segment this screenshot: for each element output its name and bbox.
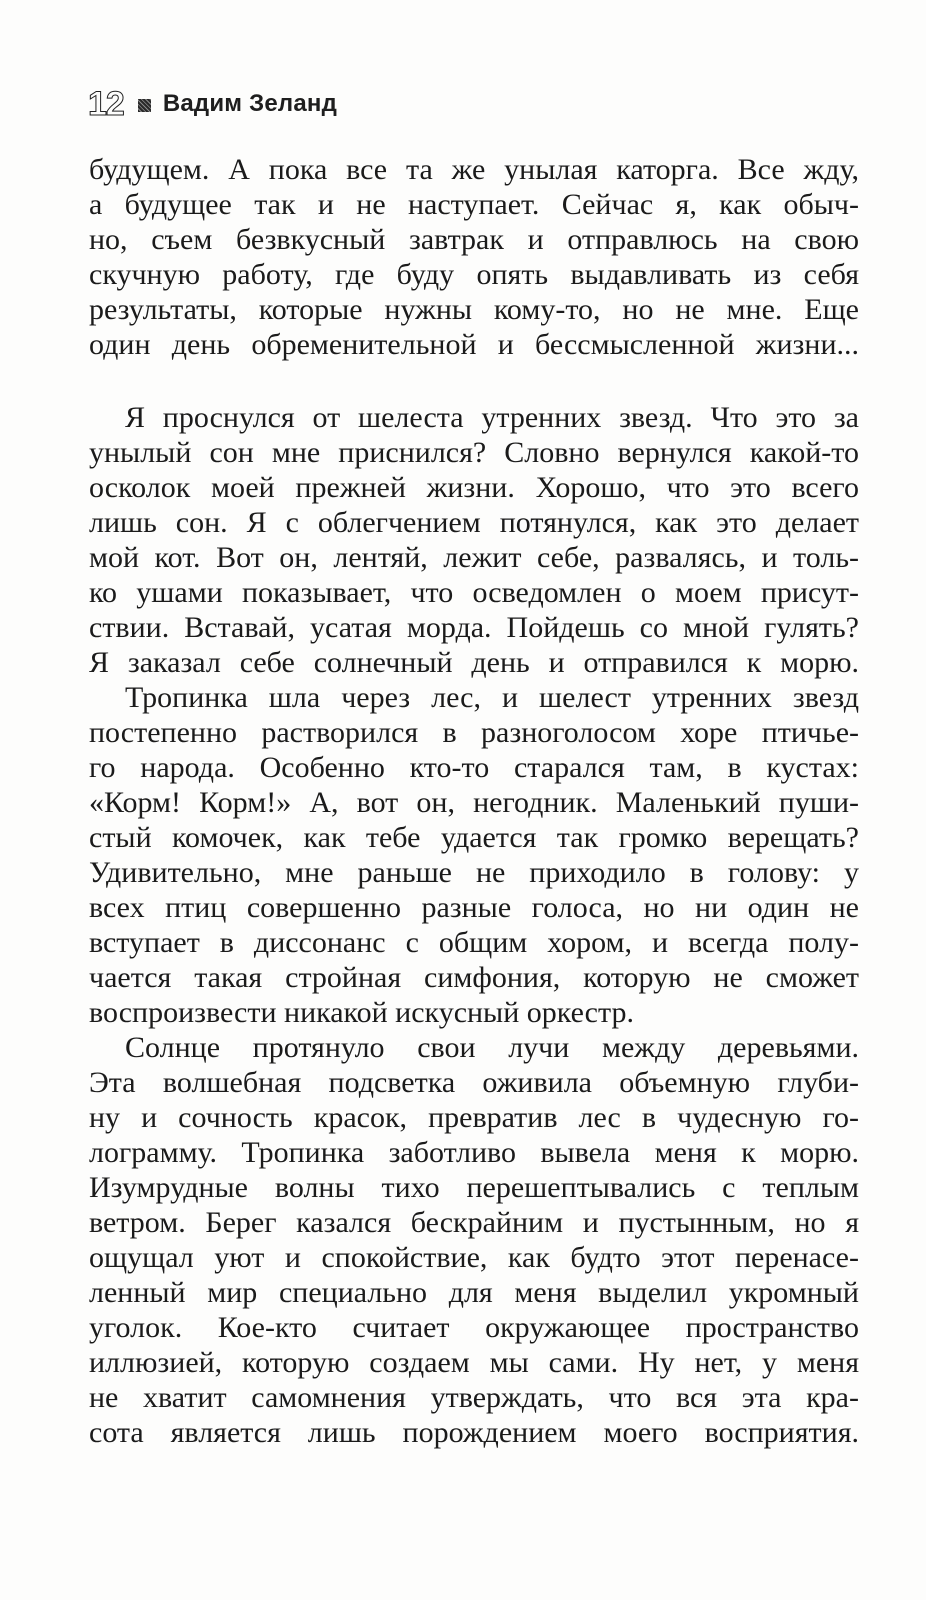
- text-line: Тропинка шла через лес, и шелест утренних звезд: [125, 681, 859, 714]
- text-line: стый комочек, как тебе удается так громко верещать?: [89, 821, 859, 854]
- text-line: а будущее так и не наступает. Сейчас я, как обыч-: [89, 188, 859, 221]
- text-line: Я заказал себе солнечный день и отправился к морю.: [89, 646, 859, 679]
- text-line: скучную работу, где буду опять выдавливать из себя: [89, 258, 859, 291]
- text-line: уголок. Кое-кто считает окружающее пространство: [89, 1311, 859, 1344]
- text-line: чается такая стройная симфония, которую не сможет: [89, 961, 859, 994]
- paragraph: [89, 400, 859, 680]
- text-line: всех птиц совершенно разные голоса, но ни один не: [89, 891, 859, 924]
- text-line: Удивительно, мне раньше не приходило в голову: у: [89, 856, 859, 889]
- text-block-main: [89, 400, 859, 1450]
- text-line: результаты, которые нужны кому-то, но не мне. Еще: [89, 293, 859, 326]
- text-line: ленный мир специально для меня выделил укромный: [89, 1276, 859, 1309]
- page-number: 12: [88, 84, 124, 123]
- text-line: Изумрудные волны тихо перешептывались с теплым: [89, 1171, 859, 1204]
- text-line: ко ушами показывает, что осведомлен о моем присут-: [89, 576, 859, 609]
- text-line: осколок моей прежней жизни. Хорошо, что это всего: [89, 471, 859, 504]
- text-line: не хватит самомнения утверждать, что вся эта кра-: [89, 1381, 859, 1414]
- paragraph: [89, 152, 859, 362]
- text-line: Эта волшебная подсветка оживила объемную глуби-: [89, 1066, 859, 1099]
- text-line: унылый сон мне приснился? Словно вернулся какой-то: [89, 436, 859, 469]
- paragraph: [89, 680, 859, 1030]
- text-line: ощущал уют и спокойствие, как будто этот перенасе-: [89, 1241, 859, 1274]
- text-line: вступает в диссонанс с общим хором, и всегда полу-: [89, 926, 859, 959]
- text-line: ну и сочность красок, превратив лес в чудесную го-: [89, 1101, 859, 1134]
- text-line: один день обременительной и бессмысленной жизни...: [89, 328, 859, 361]
- text-line: но, съем безвкусный завтрак и отправлюсь на свою: [89, 223, 859, 256]
- text-line: ствии. Вставай, усатая морда. Пойдешь со мной гулять?: [89, 611, 859, 644]
- author-name: Вадим Зеланд: [162, 90, 338, 117]
- text-line: сота является лишь порождением моего восприятия.: [89, 1416, 859, 1449]
- text-line: Я проснулся от шелеста утренних звезд. Что это за: [125, 401, 859, 434]
- paragraph: [89, 1030, 859, 1450]
- text-line: Солнце протянуло свои лучи между деревьями.: [125, 1031, 859, 1064]
- square-bullet-icon: [138, 99, 151, 112]
- text-line: будущем. А пока все та же унылая каторга. Все жду,: [89, 153, 859, 186]
- text-line: го народа. Особенно кто-то старался там, в кустах:: [89, 751, 859, 784]
- text-line: мой кот. Вот он, лентяй, лежит себе, развалясь, и толь-: [89, 541, 859, 574]
- text-line: постепенно растворился в разноголосом хоре птичье-: [89, 716, 859, 749]
- text-line: ветром. Берег казался бескрайним и пустынным, но я: [89, 1206, 859, 1239]
- text-line: лишь сон. Я с облегчением потянулся, как это делает: [89, 506, 859, 539]
- text-line: воспроизвести никакой искусный оркестр.: [89, 996, 634, 1029]
- running-head: [88, 84, 337, 124]
- text-block-continuation: [89, 152, 859, 362]
- text-line: лограмму. Тропинка заботливо вывела меня к морю.: [89, 1136, 859, 1169]
- text-line: «Корм! Корм!» А, вот он, негодник. Маленький пуши-: [89, 786, 859, 819]
- text-line: иллюзией, которую создаем мы сами. Ну нет, у меня: [89, 1346, 859, 1379]
